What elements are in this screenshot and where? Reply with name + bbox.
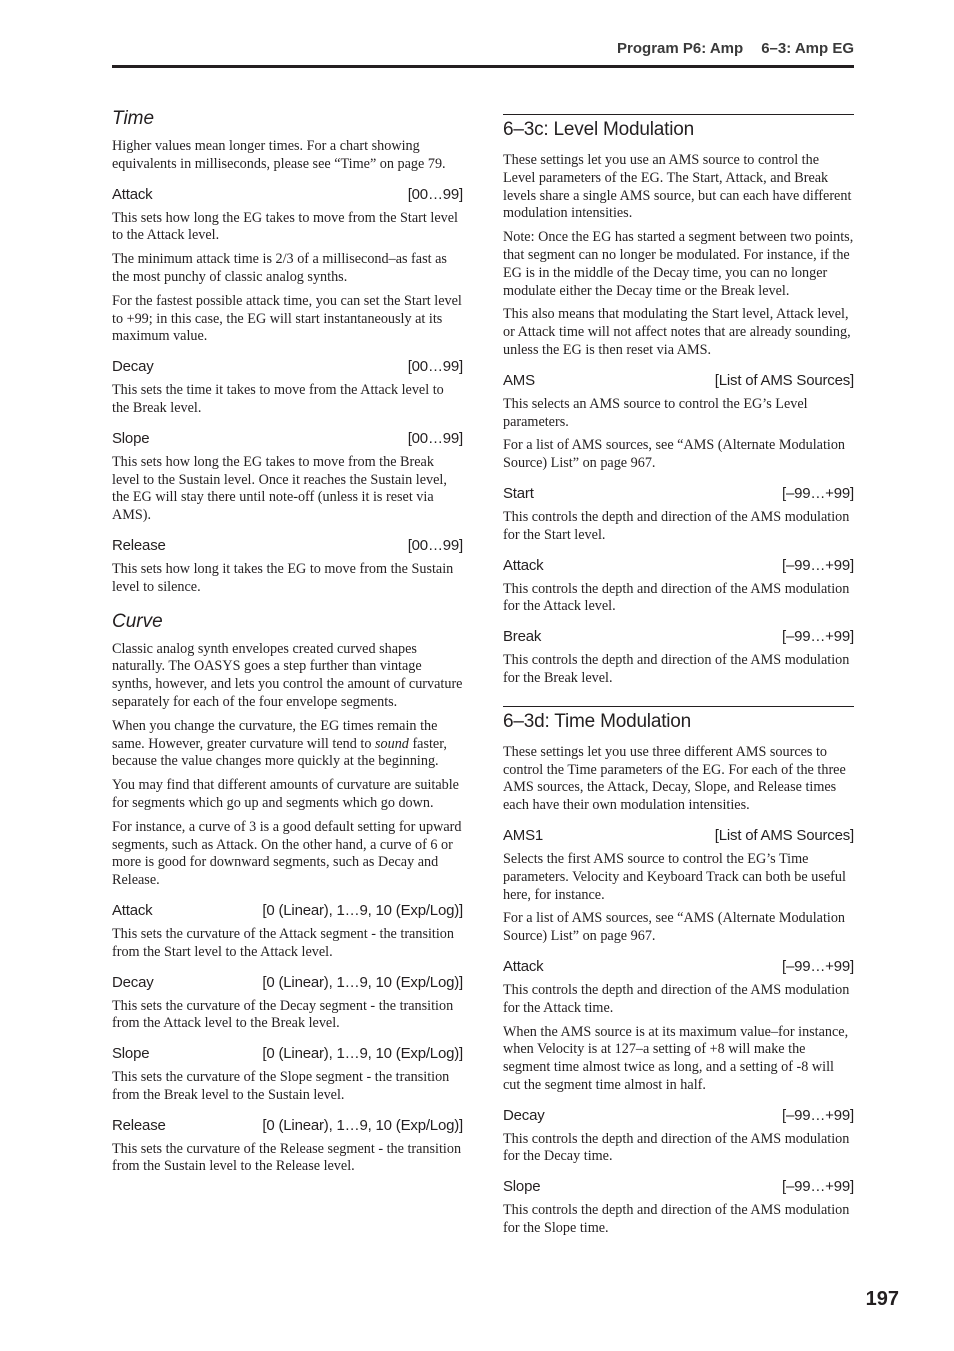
level-ams-text-2: For a list of AMS sources, see “AMS (Alternate Modulation Source) List” on page 967. — [503, 437, 846, 472]
param-timemod-attack — [503, 958, 854, 976]
param-range: [–99…+99] — [781, 556, 854, 574]
timemod-attack-text-1: This controls the depth and direction of the AMS modulation for the Attack time. — [503, 981, 850, 1016]
level-modulation-heading: 6–3c: Level Modulation — [503, 114, 854, 142]
param-range: [0 (Linear), 1…9, 10 (Exp/Log)] — [262, 1045, 463, 1063]
header-section: 6–3: Amp EG — [761, 40, 854, 57]
level-ams-text-1: This selects an AMS source to control the EG’s Level parameters. — [503, 395, 808, 430]
param-range: [00…99] — [407, 358, 463, 376]
curve-slope-text: This sets the curvature of the Slope segment - the transition from the Break level to the Sustain level. — [112, 1069, 450, 1103]
param-name: Start — [503, 484, 534, 502]
curve-release-text: This sets the curvature of the Release segment - the transition from the Sustain level to the Release level. — [112, 1140, 462, 1175]
param-range: [0 (Linear), 1…9, 10 (Exp/Log)] — [262, 1116, 463, 1134]
time-decay-text: This sets the time it takes to move from the Attack level to the Break level. — [112, 382, 444, 416]
param-time-attack — [112, 186, 463, 204]
curve-text-4: For instance, a curve of 3 is a good default setting for upward segments, such as Attack. On the other hand, a curve of 6 or more is good for downward segments, such as Decay and Release. — [112, 818, 462, 889]
param-range: [–99…+99] — [781, 957, 854, 975]
level-mod-text-1: These settings let you use an AMS source to control the Level parameters of the EG. The Start, Attack, and Break levels share a single AMS source, but can each have different modulation intensities. — [503, 152, 852, 222]
param-time-decay — [112, 358, 463, 376]
param-name: Attack — [112, 185, 153, 203]
param-curve-release — [112, 1117, 463, 1135]
curve-text-2-emphasis: sound — [374, 735, 409, 752]
curve-text-2b: faster, because the value changes more quickly at the beginning. — [112, 735, 447, 770]
param-range: [–99…+99] — [781, 628, 854, 646]
param-curve-slope — [112, 1045, 463, 1063]
param-timemod-decay — [503, 1107, 854, 1125]
timemod-slope-text: This controls the depth and direction of the AMS modulation for the Slope time. — [503, 1202, 850, 1237]
param-name: Attack — [503, 957, 544, 975]
time-mod-text-1: These settings let you use three different AMS sources to control the Time parameters of the EG. For each of the three AMS sources, the Attack, Decay, Slope, and Release times each have their own modulation intensities. — [503, 743, 846, 814]
param-name: Decay — [503, 1106, 545, 1124]
param-name: Attack — [503, 556, 544, 574]
param-range: [0 (Linear), 1…9, 10 (Exp/Log)] — [262, 901, 463, 919]
level-attack-text: This controls the depth and direction of the AMS modulation for the Attack level. — [503, 580, 850, 615]
param-range: [00…99] — [407, 536, 463, 554]
time-heading: Time — [112, 108, 155, 129]
param-name: AMS — [503, 371, 535, 389]
param-level-ams — [503, 372, 854, 390]
time-ams1-text-2: For a list of AMS sources, see “AMS (Alternate Modulation Source) List” on page 967. — [503, 910, 846, 945]
param-name: Slope — [112, 1045, 150, 1063]
param-name: Release — [112, 1116, 166, 1134]
time-ams1-text-1: Selects the first AMS source to control the EG’s Time parameters. Velocity and Keyboard Track can both be useful here, for instance. — [503, 850, 846, 903]
curve-text-2 — [112, 718, 463, 771]
time-intro: Higher values mean longer times. For a chart showing equivalents in milliseconds, please see “Time” on page 79. — [112, 138, 446, 172]
page-number: 197 — [865, 1288, 899, 1310]
param-time-ams1 — [503, 827, 854, 845]
left-column — [112, 108, 463, 1182]
time-attack-text-1: This sets how long the EG takes to move from the Start level to the Attack level. — [112, 209, 458, 244]
param-range: [0 (Linear), 1…9, 10 (Exp/Log)] — [262, 973, 463, 991]
param-range: [–99…+99] — [781, 1106, 854, 1124]
level-break-text: This controls the depth and direction of the AMS modulation for the Break level. — [503, 652, 850, 686]
param-timemod-slope — [503, 1178, 854, 1196]
param-name: Decay — [112, 358, 154, 376]
time-slope-text: This sets how long the EG takes to move from the Break level to the Sustain level. Once it reaches the Sustain level, the EG will stay there until note-off (unless it is reset via AMS). — [112, 453, 447, 524]
curve-text-1: Classic analog synth envelopes created curved shapes naturally. The OASYS goes a step further than vintage synths, however, and lets you control the amount of curvature separately for each of the four envelope segments. — [112, 640, 463, 710]
level-start-text: This controls the depth and direction of the AMS modulation for the Start level. — [503, 508, 850, 543]
param-name: Release — [112, 536, 166, 554]
curve-decay-text: This sets the curvature of the Decay segment - the transition from the Attack level to the Break level. — [112, 997, 454, 1032]
param-name: Attack — [112, 901, 153, 919]
param-range: [–99…+99] — [781, 1178, 854, 1196]
param-time-slope — [112, 430, 463, 448]
param-name: Break — [503, 628, 542, 646]
param-name: Slope — [112, 429, 150, 447]
curve-text-3: You may find that different amounts of curvature are suitable for segments which go up and segments which go down. — [112, 777, 459, 811]
right-column — [503, 108, 854, 1244]
timemod-attack-text-2: When the AMS source is at its maximum value–for instance, when Velocity is at 127–a setting of +8 will make the segment time almost twice as long, and a setting of -8 will cut the segment time almost in half. — [503, 1023, 849, 1093]
param-curve-attack — [112, 902, 463, 920]
param-range: [00…99] — [407, 429, 463, 447]
param-level-start — [503, 485, 854, 503]
param-level-attack — [503, 557, 854, 575]
time-modulation-heading: 6–3d: Time Modulation — [503, 706, 854, 734]
curve-text-2a: When you change the curvature, the EG times remain the same. However, greater curvature will tend to — [112, 717, 438, 752]
param-name: AMS1 — [503, 826, 544, 844]
curve-attack-text: This sets the curvature of the Attack segment - the transition from the Start level to the Attack level. — [112, 925, 454, 960]
param-name: Decay — [112, 973, 154, 991]
param-level-break — [503, 628, 854, 646]
curve-heading: Curve — [112, 610, 163, 632]
level-mod-note: Note: Once the EG has started a segment between two points, that segment can no longer be modulated. For instance, if the EG is in the middle of the Decay time, you can no longer modulate either the Decay time or the Break level. — [503, 229, 854, 299]
param-time-release — [112, 537, 463, 555]
param-range: [00…99] — [407, 185, 463, 203]
level-mod-text-3: This also means that modulating the Start level, Attack level, or Attack time will not affect notes that are already sounding, unless the EG is then reset via AMS. — [503, 306, 851, 358]
running-header — [112, 38, 854, 68]
param-name: Slope — [503, 1178, 541, 1196]
time-attack-text-2: The minimum attack time is 2/3 of a millisecond–as fast as the most punchy of classic analog synths. — [112, 251, 447, 285]
header-program: Program P6: Amp — [617, 40, 744, 57]
time-attack-text-3: For the fastest possible attack time, you can set the Start level to +99; in this case, the EG will start instantaneously at its maximum value. — [112, 292, 462, 345]
timemod-decay-text: This controls the depth and direction of the AMS modulation for the Decay time. — [503, 1130, 850, 1165]
time-release-text: This sets how long it takes the EG to move from the Sustain level to silence. — [112, 560, 454, 595]
param-curve-decay — [112, 974, 463, 992]
param-range: [–99…+99] — [781, 484, 854, 502]
param-range: [List of AMS Sources] — [714, 371, 854, 389]
param-range: [List of AMS Sources] — [714, 826, 854, 844]
